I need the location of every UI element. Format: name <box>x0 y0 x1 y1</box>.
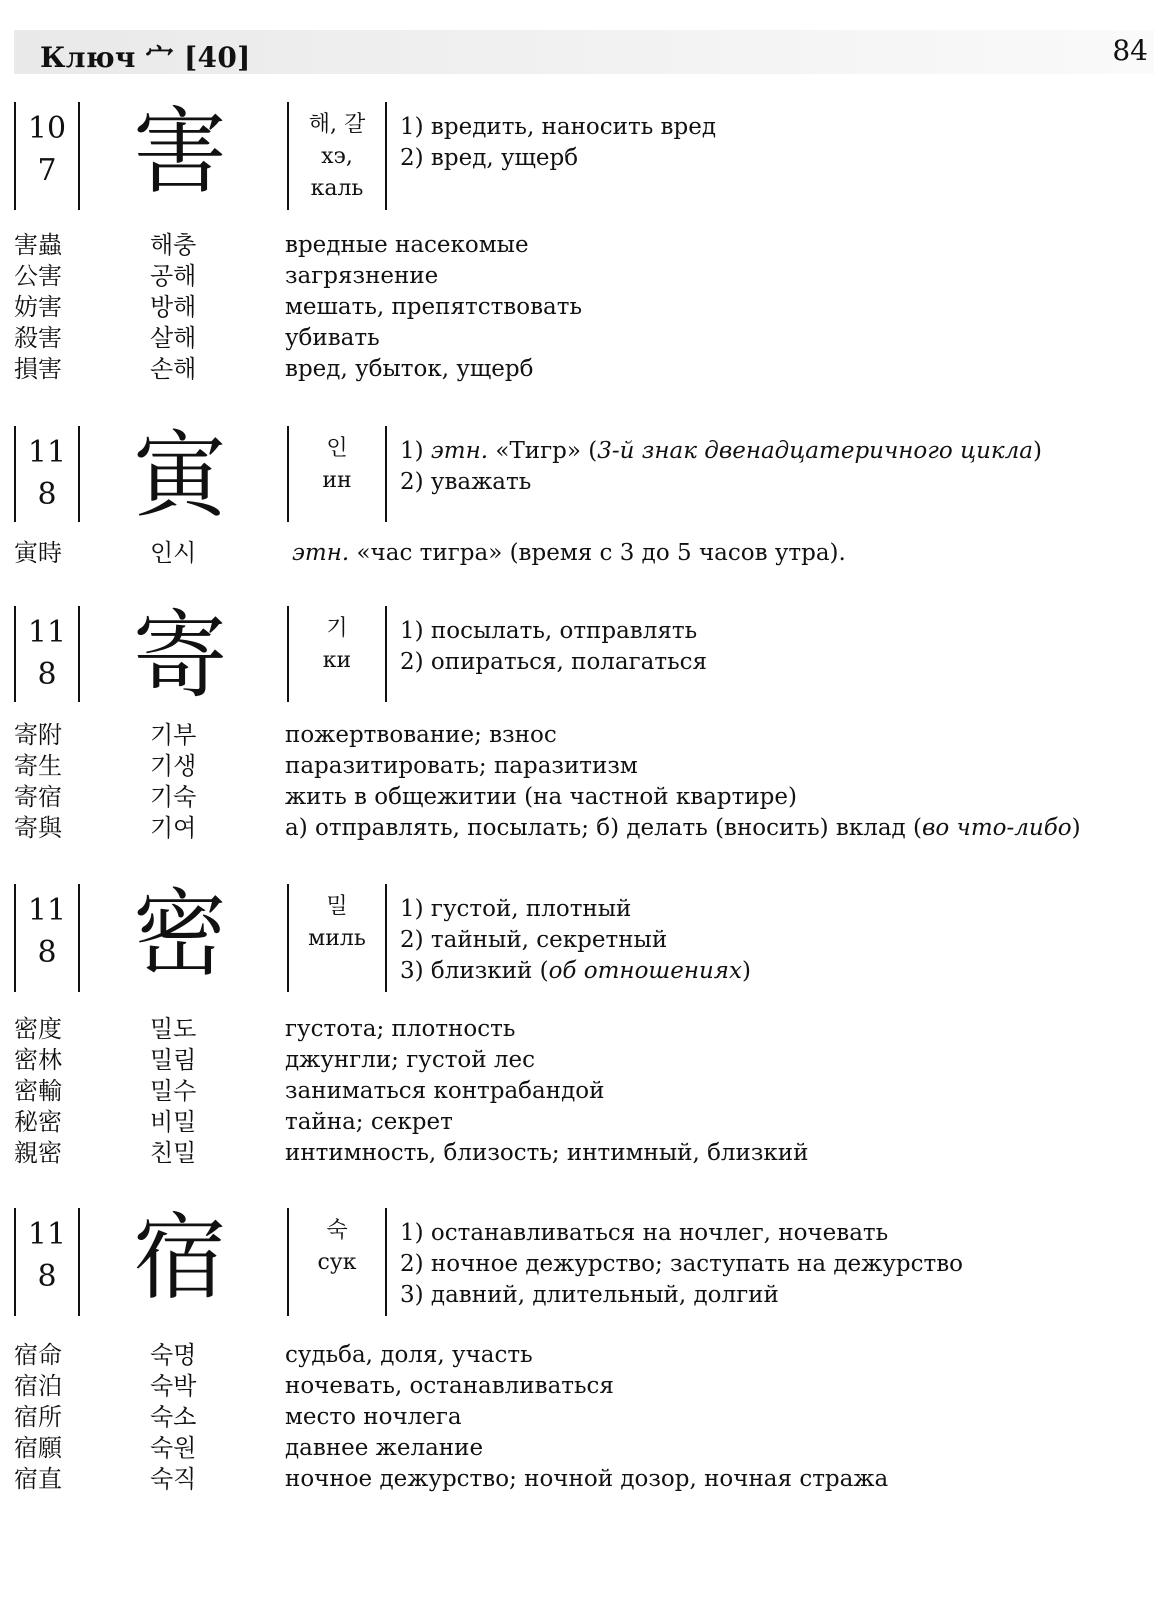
compound-hangul: 숙직 <box>150 1465 197 1493</box>
compound-row <box>0 354 1171 386</box>
compound-row <box>0 1340 1171 1372</box>
compound-translation: паразитировать; паразитизм <box>285 753 638 779</box>
compound-translation: интимность, близость; интимный, близкий <box>285 1140 809 1166</box>
compound-hangul: 기숙 <box>150 783 197 811</box>
reading-cyrillic: сук <box>317 1250 357 1275</box>
compound-translation: тайна; секрет <box>285 1109 453 1135</box>
reading-box <box>287 102 387 210</box>
compound-hangul: 숙원 <box>150 1434 197 1462</box>
compound-hanja: 宿直 <box>14 1465 62 1493</box>
compound-row <box>0 1045 1171 1077</box>
compound-row <box>0 230 1171 262</box>
compound-row <box>0 1107 1171 1139</box>
headword-character: 寄 <box>132 602 227 711</box>
compound-translation: ночевать, останавливаться <box>285 1373 614 1399</box>
compound-hanja: 宿願 <box>14 1434 62 1462</box>
compound-row <box>0 1433 1171 1465</box>
compound-hanja: 密度 <box>14 1015 62 1043</box>
compound-translation: пожертвование; взнос <box>285 722 557 748</box>
reading-box <box>287 426 387 522</box>
compound-translation: судьба, доля, участь <box>285 1342 533 1368</box>
reading-korean: 기 <box>326 616 348 641</box>
compound-hanja: 寄附 <box>14 721 62 749</box>
reading-box <box>287 884 387 992</box>
compound-row <box>0 720 1171 752</box>
radical-title: Ключ 宀 [40] <box>40 41 251 74</box>
stroke-count-box <box>14 426 80 522</box>
stroke-total: 11 <box>27 435 67 470</box>
meanings-list <box>400 436 1160 498</box>
compound-translation: мешать, препятствовать <box>285 294 583 320</box>
meanings-list <box>400 1218 1160 1311</box>
stroke-total: 11 <box>27 615 67 650</box>
stroke-extra: 8 <box>37 657 57 692</box>
stroke-count-box <box>14 102 80 210</box>
stroke-count-box <box>14 884 80 992</box>
reading-box <box>287 1208 387 1316</box>
compound-translation: густота; плотность <box>285 1016 516 1042</box>
compound-hanja: 害蟲 <box>14 231 62 259</box>
compound-hangul: 밀수 <box>150 1077 197 1105</box>
compound-hanja: 宿命 <box>14 1341 62 1369</box>
stroke-extra: 7 <box>37 153 57 188</box>
compound-hanja: 宿所 <box>14 1403 62 1431</box>
compound-hangul: 기여 <box>150 814 197 842</box>
compound-hangul: 기부 <box>150 721 197 749</box>
compound-row <box>0 813 1171 845</box>
meaning: 2) уважать <box>400 469 532 495</box>
compound-hanja: 密林 <box>14 1046 62 1074</box>
compound-translation: джунгли; густой лес <box>285 1047 536 1073</box>
headword-character: 密 <box>132 880 227 989</box>
meaning: 1) вредить, наносить вред <box>400 114 716 140</box>
reading-box <box>287 606 387 702</box>
headword-character: 宿 <box>132 1204 227 1313</box>
meanings-list <box>400 894 1160 987</box>
page-number: 84 <box>1112 34 1148 67</box>
meaning: 2) тайный, секретный <box>400 927 668 953</box>
meaning: 2) ночное дежурство; заступать на дежурство <box>400 1251 963 1277</box>
reading-cyrillic: миль <box>308 926 366 951</box>
meaning: 3) близкий (об отношениях) <box>400 958 751 984</box>
compound-hanja: 公害 <box>14 262 62 290</box>
compound-row <box>0 292 1171 324</box>
meaning: 2) вред, ущерб <box>400 145 579 171</box>
compound-translation: давнее желание <box>285 1435 484 1461</box>
stroke-extra: 8 <box>37 1259 57 1294</box>
meanings-list <box>400 616 1160 678</box>
headword-character: 害 <box>132 98 227 207</box>
stroke-total: 11 <box>27 893 67 928</box>
compound-translation: вред, убыток, ущерб <box>285 356 534 382</box>
compound-translation: ночное дежурство; ночной дозор, ночная стража <box>285 1466 889 1492</box>
stroke-count-box <box>14 606 80 702</box>
page-header <box>14 30 1154 74</box>
compound-row <box>0 261 1171 293</box>
stroke-extra: 8 <box>37 477 57 512</box>
compound-row <box>0 323 1171 355</box>
compound-hanja: 寅時 <box>14 539 62 567</box>
compound-hanja: 寄生 <box>14 752 62 780</box>
meaning: 1) этн. «Тигр» (3-й знак двенадцатеричного цикла) <box>400 438 1043 464</box>
stroke-total: 10 <box>27 111 67 146</box>
reading-korean: 인 <box>326 436 348 461</box>
reading-cyrillic: хэ, <box>321 144 353 169</box>
compound-hanja: 親密 <box>14 1139 62 1167</box>
compound-row <box>0 1464 1171 1496</box>
reading-korean: 숙 <box>326 1218 348 1243</box>
compound-hangul: 숙박 <box>150 1372 197 1400</box>
compound-translation: заниматься контрабандой <box>285 1078 605 1104</box>
meanings-list <box>400 112 1160 174</box>
reading-cyrillic-alt: каль <box>310 176 364 201</box>
compound-hangul: 해충 <box>150 231 197 259</box>
compound-hangul: 숙소 <box>150 1403 197 1431</box>
compound-translation: загрязнение <box>285 263 439 289</box>
reading-korean: 밀 <box>326 894 348 919</box>
compound-hangul: 기생 <box>150 752 197 780</box>
compound-hangul: 살해 <box>150 324 197 352</box>
compound-translation: жить в общежитии (на частной квартире) <box>285 784 797 810</box>
compound-hangul: 친밀 <box>150 1139 197 1167</box>
compound-row <box>0 782 1171 814</box>
stroke-count-box <box>14 1208 80 1316</box>
reading-cyrillic: ин <box>322 468 352 493</box>
compound-hanja: 殺害 <box>14 324 62 352</box>
compound-translation: убивать <box>285 325 380 351</box>
meaning: 1) густой, плотный <box>400 896 632 922</box>
stroke-total: 11 <box>27 1217 67 1252</box>
compound-hanja: 密輸 <box>14 1077 62 1105</box>
meaning: 1) останавливаться на ночлег, ночевать <box>400 1220 889 1246</box>
compound-row <box>0 1076 1171 1108</box>
reading-korean: 해, 갈 <box>308 112 366 137</box>
compound-hanja: 妨害 <box>14 293 62 321</box>
compound-hanja: 損害 <box>14 355 62 383</box>
compound-hangul: 공해 <box>150 262 197 290</box>
compound-hangul: 비밀 <box>150 1108 197 1136</box>
meaning: 2) опираться, полагаться <box>400 649 708 675</box>
compound-hangul: 밀도 <box>150 1015 197 1043</box>
compound-hanja: 秘密 <box>14 1108 62 1136</box>
compound-translation: вредные насекомые <box>285 232 529 258</box>
compound-hanja: 寄與 <box>14 814 62 842</box>
compound-translation: а) отправлять, посылать; б) делать (вносить) вклад (во что-либо) <box>285 815 1081 841</box>
compound-row <box>0 1138 1171 1170</box>
compound-hangul: 밀림 <box>150 1046 197 1074</box>
compound-row <box>0 1014 1171 1046</box>
compound-hangul: 인시 <box>150 539 197 567</box>
compound-hanja: 寄宿 <box>14 783 62 811</box>
compound-hangul: 손해 <box>150 355 197 383</box>
compound-translation: этн. «час тигра» (время с 3 до 5 часов утра). <box>292 540 846 566</box>
compound-hanja: 宿泊 <box>14 1372 62 1400</box>
stroke-extra: 8 <box>37 935 57 970</box>
compound-row <box>0 1371 1171 1403</box>
compound-row <box>0 751 1171 783</box>
compound-row <box>0 1402 1171 1434</box>
compound-row <box>0 538 1171 570</box>
compound-hangul: 방해 <box>150 293 197 321</box>
headword-character: 寅 <box>132 422 227 531</box>
compound-translation: место ночлега <box>285 1404 462 1430</box>
meaning: 3) давний, длительный, долгий <box>400 1282 779 1308</box>
compound-hangul: 숙명 <box>150 1341 197 1369</box>
reading-cyrillic: ки <box>322 648 352 673</box>
meaning: 1) посылать, отправлять <box>400 618 698 644</box>
